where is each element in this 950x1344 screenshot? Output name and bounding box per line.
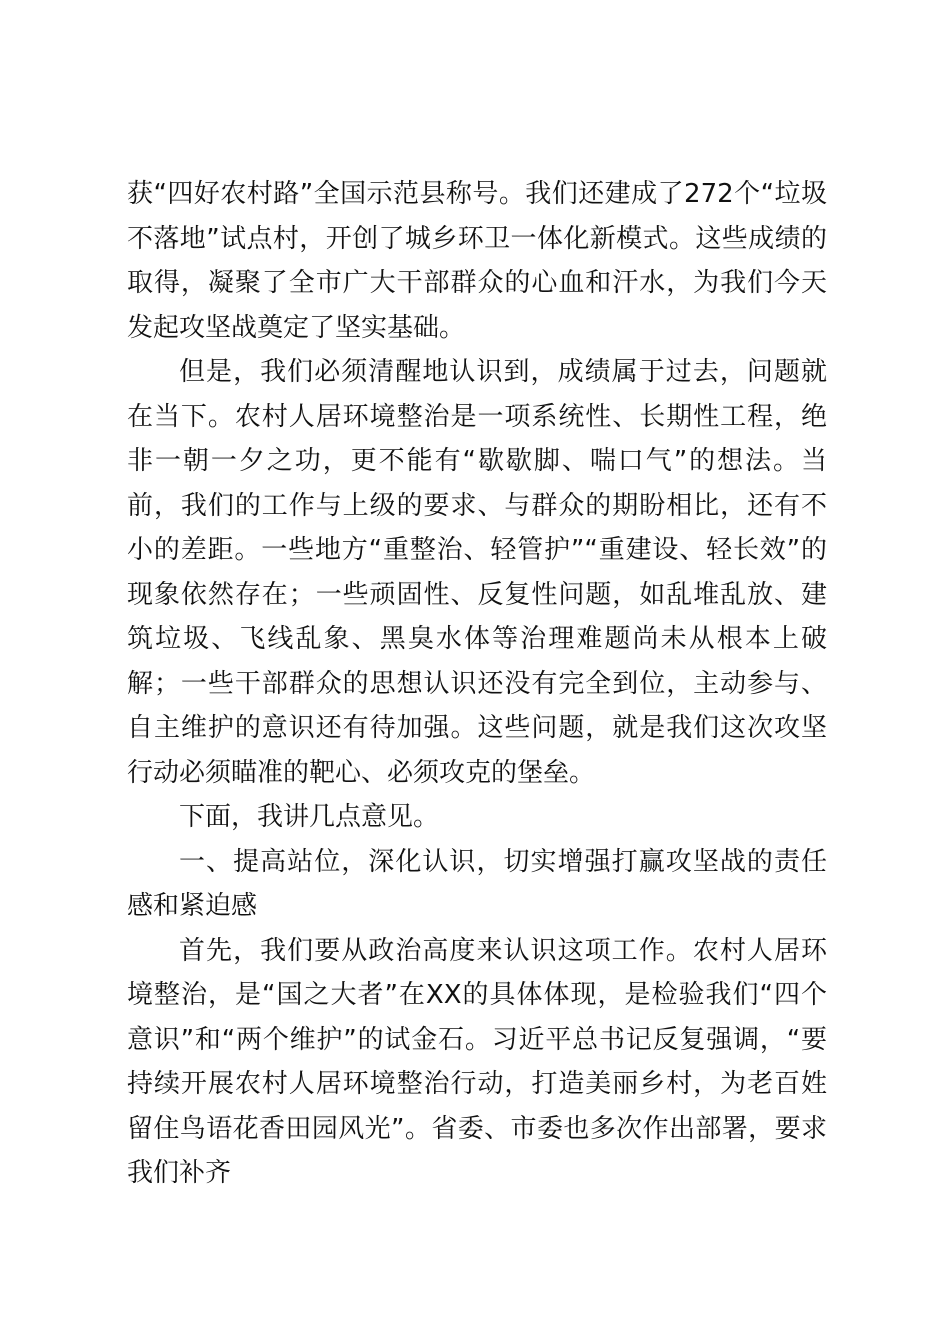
paragraph-problems: 但是，我们必须清醒地认识到，成绩属于过去，问题就在当下。农村人居环境整治是一项系统性、长期性工程，绝非一朝一夕之功，更不能有“歇歇脚、喘口气”的想法。当前，我们的工作与上级的要求、与群众的期盼相比，还有不小的差距。一些地方“重整治、轻管护”“重建设、轻长效”的现象依然存在；一些顽固性、反复性问题，如乱堆乱放、建筑垃圾、飞线乱象、黑臭水体等治理难题尚未从根本上破解；一些干部群众的思想认识还没有完全到位，主动参与、自主维护的意识还有待加强。这些问题，就是我们这次攻坚行动必须瞄准的靶心、必须攻克的堡垒。: [127, 357, 827, 788]
paragraph-transition: 下面，我讲几点意见。: [179, 802, 440, 832]
document-body: [127, 172, 827, 1196]
paragraph-achievements: 获“四好农村路”全国示范县称号。我们还建成了272个“垃圾不落地”试点村，开创了城乡环卫一体化新模式。这些成绩的取得，凝聚了全市广大干部群众的心血和汗水，为我们今天发起攻坚战奠定了坚实基础。: [127, 179, 827, 343]
section-heading-1: 一、提高站位，深化认识，切实增强打赢攻坚战的责任感和紧迫感: [127, 846, 827, 921]
paragraph-political-height: 首先，我们要从政治高度来认识这项工作。农村人居环境整治，是“国之大者”在XX的具体体现，是检验我们“四个意识”和“两个维护”的试金石。习近平总书记反复强调，“要持续开展农村人居环境整治行动，打造美丽乡村，为老百姓留住鸟语花香田园风光”。省委、市委也多次作出部署，要求我们补齐: [127, 935, 827, 1188]
